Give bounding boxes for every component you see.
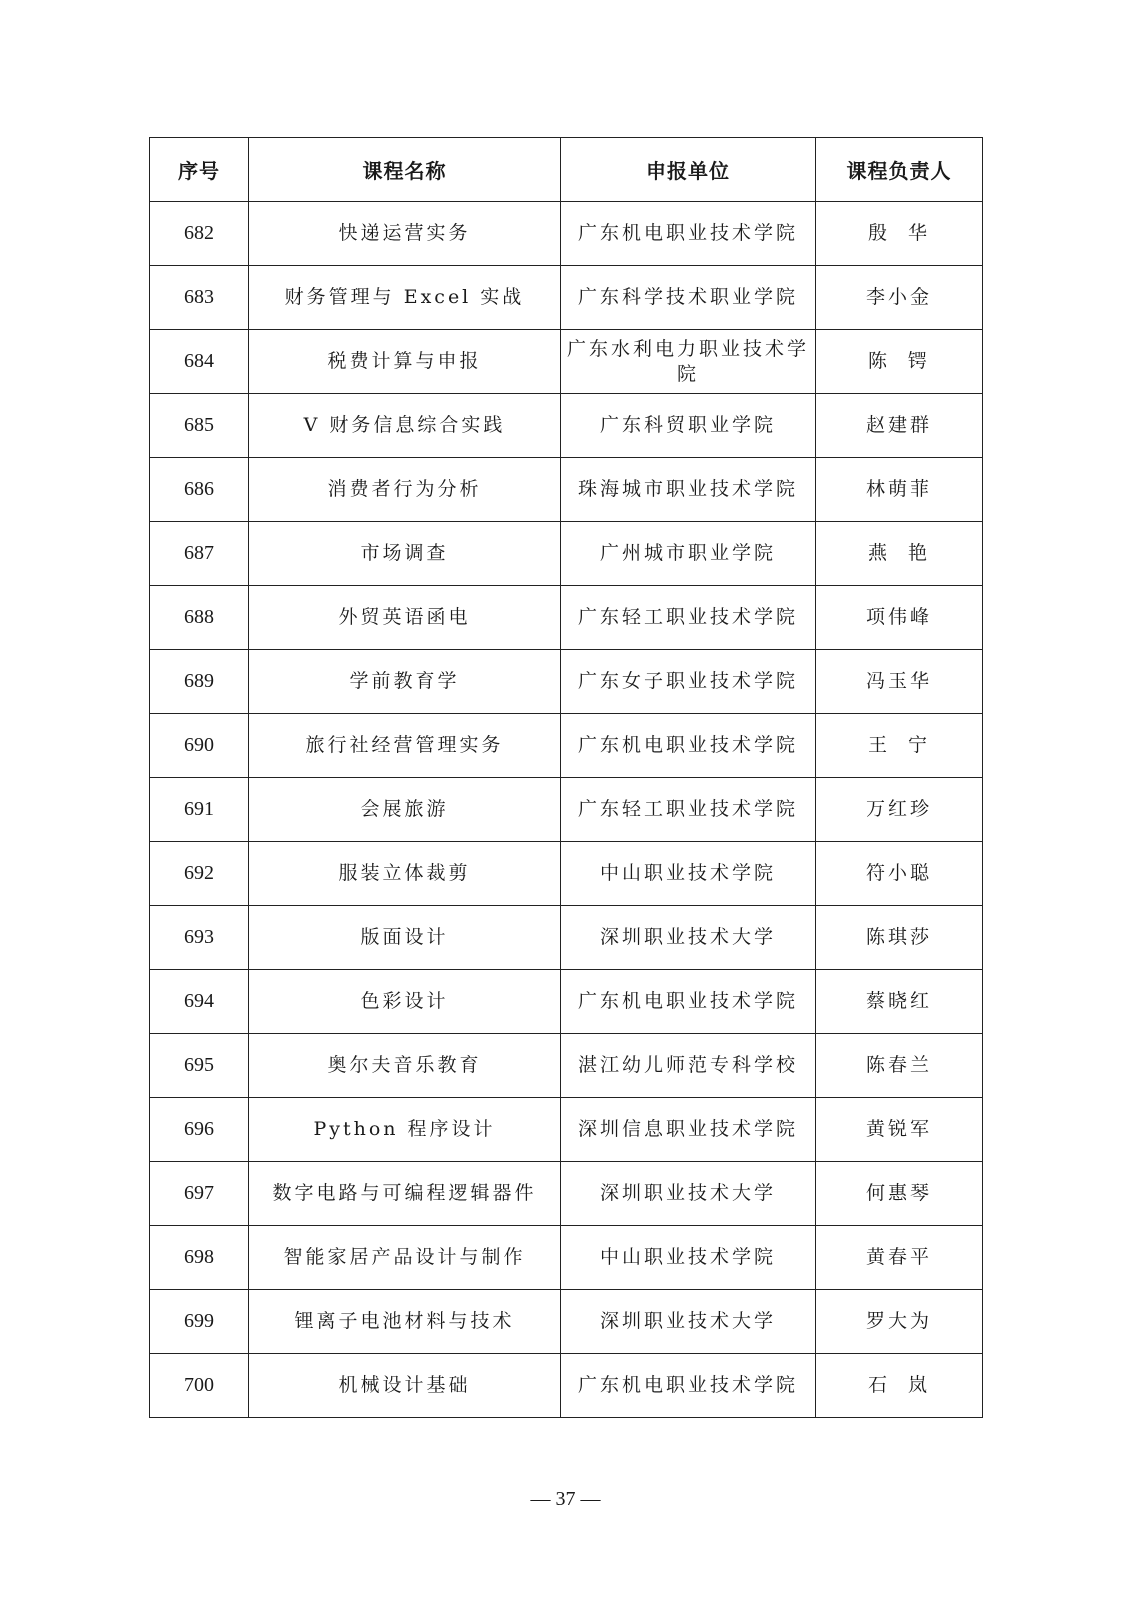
table-row	[150, 394, 983, 458]
table-row	[150, 202, 983, 266]
cell-leader: 陈琪莎	[816, 906, 983, 970]
table-row	[150, 970, 983, 1034]
cell-course: 消费者行为分析	[249, 458, 561, 522]
cell-leader: 项伟峰	[816, 586, 983, 650]
table-row	[150, 1290, 983, 1354]
cell-no: 684	[150, 330, 249, 394]
cell-unit: 湛江幼儿师范专科学校	[561, 1034, 816, 1098]
cell-no: 686	[150, 458, 249, 522]
cell-course: 数字电路与可编程逻辑器件	[249, 1162, 561, 1226]
cell-no: 691	[150, 778, 249, 842]
table-row	[150, 714, 983, 778]
cell-course: 锂离子电池材料与技术	[249, 1290, 561, 1354]
cell-course: 服装立体裁剪	[249, 842, 561, 906]
cell-leader: 王 宁	[816, 714, 983, 778]
cell-unit: 广东女子职业技术学院	[561, 650, 816, 714]
cell-course: 外贸英语函电	[249, 586, 561, 650]
cell-unit: 中山职业技术学院	[561, 1226, 816, 1290]
cell-course: V 财务信息综合实践	[249, 394, 561, 458]
cell-leader: 赵建群	[816, 394, 983, 458]
cell-course: 版面设计	[249, 906, 561, 970]
cell-no: 687	[150, 522, 249, 586]
cell-course: 市场调查	[249, 522, 561, 586]
table-row	[150, 522, 983, 586]
cell-leader: 石 岚	[816, 1354, 983, 1418]
cell-leader: 燕 艳	[816, 522, 983, 586]
cell-unit: 广东机电职业技术学院	[561, 202, 816, 266]
header-no: 序号	[150, 138, 249, 202]
cell-no: 685	[150, 394, 249, 458]
cell-no: 699	[150, 1290, 249, 1354]
cell-leader: 冯玉华	[816, 650, 983, 714]
cell-leader: 蔡晓红	[816, 970, 983, 1034]
cell-leader: 何惠琴	[816, 1162, 983, 1226]
cell-unit: 中山职业技术学院	[561, 842, 816, 906]
header-course: 课程名称	[249, 138, 561, 202]
table-row	[150, 266, 983, 330]
cell-no: 698	[150, 1226, 249, 1290]
cell-no: 692	[150, 842, 249, 906]
table-row	[150, 1162, 983, 1226]
cell-no: 695	[150, 1034, 249, 1098]
table-row	[150, 650, 983, 714]
cell-course: 旅行社经营管理实务	[249, 714, 561, 778]
cell-course: 奥尔夫音乐教育	[249, 1034, 561, 1098]
cell-unit: 广东水利电力职业技术学院	[561, 330, 816, 394]
page-number: — 37 —	[530, 1488, 601, 1510]
cell-course: Python 程序设计	[249, 1098, 561, 1162]
cell-course: 智能家居产品设计与制作	[249, 1226, 561, 1290]
header-leader: 课程负责人	[816, 138, 983, 202]
cell-no: 682	[150, 202, 249, 266]
cell-course: 快递运营实务	[249, 202, 561, 266]
cell-leader: 黄春平	[816, 1226, 983, 1290]
cell-unit: 广东机电职业技术学院	[561, 714, 816, 778]
table-row	[150, 586, 983, 650]
cell-unit: 广东科学技术职业学院	[561, 266, 816, 330]
table-row	[150, 1098, 983, 1162]
cell-no: 689	[150, 650, 249, 714]
course-table	[149, 137, 983, 1418]
table-row	[150, 778, 983, 842]
table-row	[150, 906, 983, 970]
header-unit: 申报单位	[561, 138, 816, 202]
cell-unit: 深圳职业技术大学	[561, 1290, 816, 1354]
cell-unit: 广州城市职业学院	[561, 522, 816, 586]
table-body	[150, 202, 983, 1418]
cell-course: 机械设计基础	[249, 1354, 561, 1418]
cell-unit: 广东科贸职业学院	[561, 394, 816, 458]
cell-no: 700	[150, 1354, 249, 1418]
cell-leader: 林萌菲	[816, 458, 983, 522]
cell-no: 690	[150, 714, 249, 778]
cell-unit: 广东机电职业技术学院	[561, 970, 816, 1034]
cell-leader: 陈 锷	[816, 330, 983, 394]
cell-unit: 广东轻工职业技术学院	[561, 586, 816, 650]
cell-unit: 广东机电职业技术学院	[561, 1354, 816, 1418]
table-header-row	[150, 138, 983, 202]
cell-leader: 万红珍	[816, 778, 983, 842]
cell-no: 688	[150, 586, 249, 650]
cell-unit: 深圳职业技术大学	[561, 1162, 816, 1226]
cell-leader: 陈春兰	[816, 1034, 983, 1098]
cell-leader: 殷 华	[816, 202, 983, 266]
cell-no: 696	[150, 1098, 249, 1162]
table-row	[150, 1226, 983, 1290]
cell-course: 色彩设计	[249, 970, 561, 1034]
cell-leader: 黄锐军	[816, 1098, 983, 1162]
cell-leader: 李小金	[816, 266, 983, 330]
cell-no: 697	[150, 1162, 249, 1226]
cell-leader: 罗大为	[816, 1290, 983, 1354]
table-row	[150, 842, 983, 906]
cell-no: 694	[150, 970, 249, 1034]
table-row	[150, 1034, 983, 1098]
table-row	[150, 330, 983, 394]
cell-unit: 深圳信息职业技术学院	[561, 1098, 816, 1162]
cell-course: 税费计算与申报	[249, 330, 561, 394]
cell-leader: 符小聪	[816, 842, 983, 906]
table-row	[150, 1354, 983, 1418]
cell-unit: 广东轻工职业技术学院	[561, 778, 816, 842]
table-row	[150, 458, 983, 522]
cell-course: 学前教育学	[249, 650, 561, 714]
cell-unit: 珠海城市职业技术学院	[561, 458, 816, 522]
cell-unit: 深圳职业技术大学	[561, 906, 816, 970]
cell-no: 693	[150, 906, 249, 970]
cell-no: 683	[150, 266, 249, 330]
cell-course: 会展旅游	[249, 778, 561, 842]
cell-course: 财务管理与 Excel 实战	[249, 266, 561, 330]
